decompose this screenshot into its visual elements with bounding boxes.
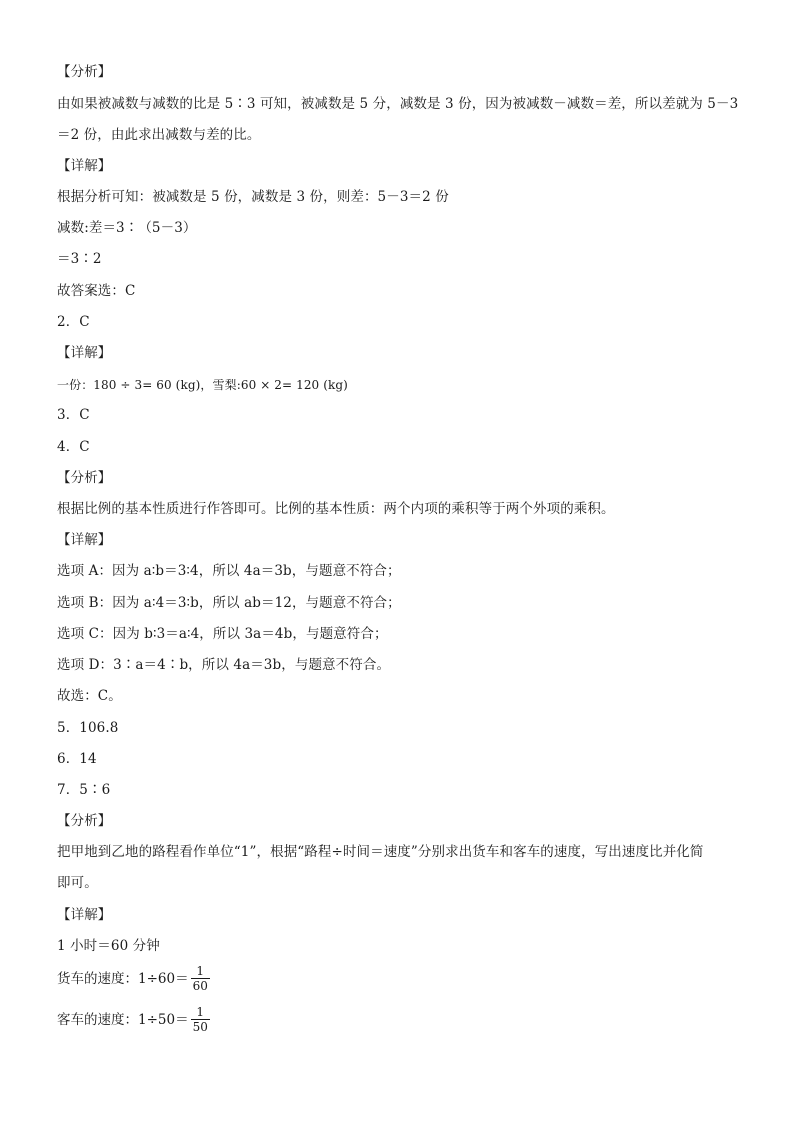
question-number: 4．C (57, 439, 90, 455)
heading-analysis: 【分析】 (57, 64, 112, 80)
answer-line: 故选：C。 (57, 688, 122, 704)
heading-analysis: 【分析】 (57, 813, 112, 829)
answer-line: 故答案选：C (57, 283, 136, 299)
text-line: 一份：180 ÷ 3= 60 (kg)，雪梨:60 × 2= 120 (kg) (57, 378, 348, 392)
question-number: 5．106.8 (57, 720, 119, 736)
truck-speed-fraction (191, 964, 210, 993)
fraction-denominator: 60 (192, 979, 208, 993)
question-number: 7．5∶6 (57, 782, 111, 798)
bus-speed-prefix: 客车的速度：1÷50＝ (57, 1011, 189, 1028)
text-line: 减数:差＝3∶（5－3） (57, 220, 197, 236)
bus-speed-fraction (191, 1005, 210, 1034)
fraction-denominator: 50 (192, 1020, 208, 1034)
truck-speed-line (57, 964, 210, 993)
fraction-numerator: 1 (196, 964, 205, 978)
text-line: 1 小时＝60 分钟 (57, 938, 160, 954)
text-line: 把甲地到乙地的路程看作单位“1”，根据“路程÷时间＝速度”分别求出货车和客车的速度，写出速度比并化简 (57, 844, 704, 860)
text-line: ＝3∶2 (57, 251, 102, 267)
truck-speed-prefix: 货车的速度：1÷60＝ (57, 970, 189, 987)
option-line: 选项 A：因为 a∶b＝3∶4，所以 4a＝3b，与题意不符合； (57, 563, 401, 579)
bus-speed-line (57, 1005, 210, 1034)
question-number: 3．C (57, 407, 90, 423)
text-line: ＝2 份，由此求出减数与差的比。 (57, 127, 261, 143)
option-line: 选项 B：因为 a∶4＝3∶b，所以 ab＝12，与题意不符合； (57, 595, 401, 611)
heading-detail: 【详解】 (57, 158, 112, 174)
heading-analysis: 【分析】 (57, 470, 112, 486)
text-line: 由如果被减数与减数的比是 5∶3 可知，被减数是 5 分，减数是 3 份，因为被减数－减数＝差，所以差就为 5－3 (57, 96, 739, 112)
option-line: 选项 C：因为 b∶3＝a∶4，所以 3a＝4b，与题意符合； (57, 626, 388, 642)
heading-detail: 【详解】 (57, 907, 112, 923)
heading-detail: 【详解】 (57, 345, 112, 361)
text-line: 即可。 (57, 875, 98, 891)
fraction-numerator: 1 (196, 1005, 205, 1019)
question-number: 2．C (57, 314, 90, 330)
text-line: 根据分析可知：被减数是 5 份，减数是 3 份，则差：5－3＝2 份 (57, 189, 449, 205)
text-line: 根据比例的基本性质进行作答即可。比例的基本性质：两个内项的乘积等于两个外项的乘积。 (57, 501, 615, 517)
question-number: 6．14 (57, 751, 97, 767)
option-line: 选项 D：3∶a＝4∶b，所以 4a＝3b，与题意不符合。 (57, 657, 391, 673)
heading-detail: 【详解】 (57, 532, 112, 548)
